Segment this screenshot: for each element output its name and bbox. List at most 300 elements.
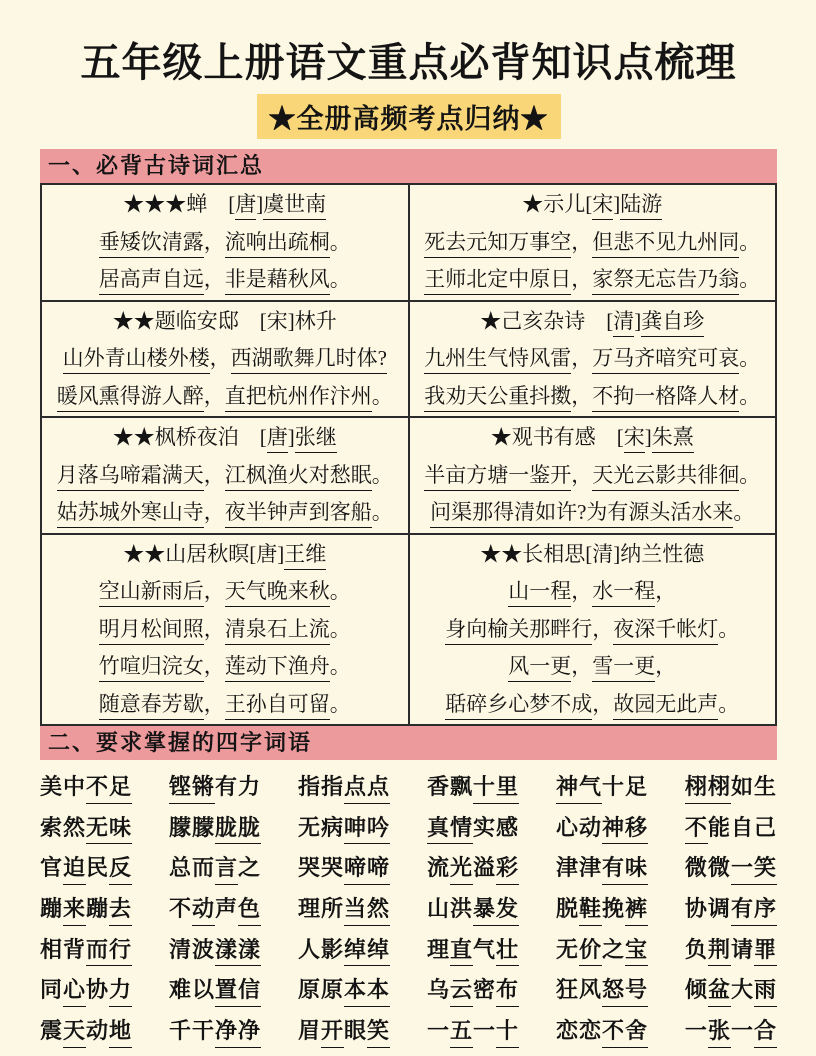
poem-title [46,303,404,341]
underlined-text: 有序 [731,894,777,926]
underlined-text: 漾漾 [215,935,261,967]
plain-text: 。 [739,229,761,254]
underlined-text: 但悲不见九州同 [592,228,739,258]
plain-text: 人影 [297,936,344,962]
plain-text: 协 [86,977,110,1003]
plain-text: 美中 [40,774,87,799]
plain-text: 大 [730,977,754,1003]
subtitle-row [40,94,777,139]
underlined-text: 而行 [86,935,132,967]
poem-title [414,186,772,224]
underlined-text: 光 [450,853,473,885]
word-item [40,894,132,926]
underlined-text: 点点 [344,772,390,804]
plain-text: 协调 [684,896,731,922]
word-item [556,1016,648,1048]
underlined-text: 山外青山楼外楼 [63,344,210,374]
underlined-text: 无味 [86,813,132,845]
word-item [556,853,648,885]
underlined-text: 流响出疏桐 [225,228,330,258]
underlined-text: 清 [613,307,634,337]
underlined-text: 迫 [63,853,86,885]
underlined-text: 不足 [86,772,132,804]
plain-text: 狂风 [555,977,602,1003]
words-grid [40,772,777,1048]
plain-text: 十足 [601,774,648,799]
plain-text: 实感 [472,814,519,840]
word-item [298,772,390,804]
word-item [427,894,519,926]
underlined-text: 神气 [556,772,602,804]
underlined-text: 本本 [344,975,390,1007]
plain-text: 山洪 [426,896,473,922]
underlined-text: 天光云影共徘徊 [592,461,739,491]
plain-text: 民 [86,855,110,881]
plain-text: 能自己 [707,814,777,840]
plain-text: 香飘 [426,774,473,799]
plain-text: 。 [329,616,351,641]
plain-text: 负 [684,936,708,962]
underlined-text: 垂矮饮清露 [99,228,204,258]
poem-line [46,378,404,416]
underlined-text: 盆 [708,975,731,1007]
plain-text: ， [571,346,593,370]
plain-text: ， [209,346,231,370]
poems-table-row [41,534,776,726]
underlined-text: 直 [450,935,473,967]
plain-text: 震 [40,1018,64,1044]
underlined-text: 宋 [624,423,645,453]
underlined-text: 死去元知万事空 [424,228,571,258]
plain-text: ] [613,192,621,216]
underlined-text: 绰绰 [344,935,390,967]
plain-text: 蹦 [40,896,64,922]
underlined-text: 西湖歌舞几时体? [231,344,387,374]
plain-text: 官 [40,855,64,881]
poem-line [414,648,772,686]
underlined-text: 开 [321,1016,344,1048]
word-item [40,772,132,804]
plain-text: ， [203,654,225,678]
underlined-text: 色 [238,894,261,926]
poem-cell [409,184,777,301]
underlined-text: 去 [109,894,132,926]
plain-text: 请 [730,936,754,962]
plain-text: ★★题临安邸 [宋]林升 [112,308,337,333]
plain-text: 。 [733,500,755,524]
underlined-text: 啼啼 [344,853,390,885]
plain-text: 眉 [297,1018,321,1044]
poem-cell [41,301,409,418]
plain-text: ， [203,267,225,291]
underlined-text: 雪一更 [592,652,655,682]
underlined-text: 王师北定中原日 [424,265,571,295]
underlined-text: 天 [63,1016,86,1048]
plain-text: 。 [329,229,351,254]
underlined-text: 心 [63,975,86,1007]
word-item [685,853,777,885]
underlined-text: 朱熹 [652,423,694,453]
underlined-text: 宋 [592,190,613,220]
underlined-text: 万马齐喑究可哀 [592,344,739,374]
plain-text: 。 [329,654,351,678]
word-item [427,975,519,1007]
underlined-text: 五 [450,1016,473,1048]
underlined-text: 胧胧 [215,813,261,845]
plain-text: 总而 [168,855,215,881]
underlined-text: 神移 [602,813,648,845]
plain-text: 无病 [297,814,344,840]
underlined-text: 栩栩 [685,772,731,804]
plain-text: ★★山居秋暝[唐] [123,541,285,566]
word-item [169,853,261,885]
underlined-text: 动 [192,894,215,926]
plain-text: 溢 [472,855,496,881]
plain-text: 指指 [297,774,344,799]
plain-text: ， [571,383,593,408]
underlined-text: 直把杭州作汴州 [225,382,372,412]
poem-title [46,536,404,574]
plain-text: 。 [371,383,393,408]
plain-text: 心动 [555,814,602,840]
underlined-text: 天气晚来秋 [225,577,330,607]
plain-text: ★观书有感 [ [490,425,624,449]
underlined-text: 竹喧归浣女 [99,652,204,682]
poem-line [414,457,772,495]
plain-text: ， [655,654,677,678]
underlined-text: 有味 [602,853,648,885]
underlined-text: 张继 [295,423,337,453]
plain-text: 乌 [426,977,450,1003]
underlined-text: 山一程 [508,577,571,607]
plain-text: 流 [426,855,450,881]
plain-text: ， [571,579,593,603]
word-item [169,772,261,804]
plain-text: 。 [739,346,761,370]
underlined-text: 夜半钟声到客船 [225,498,372,528]
plain-text: 如生 [730,774,777,799]
plain-text: ， [655,579,677,603]
poem-line [46,611,404,649]
underlined-text: 莲动下渔舟 [225,652,330,682]
underlined-text: 裤 [625,894,648,926]
underlined-text: 龚自珍 [641,307,704,337]
plain-text: 。 [329,267,351,291]
page-subtitle-highlight: ★全册高频考点归纳★ [257,94,561,139]
underlined-text: 非是藉秋风 [225,265,330,295]
word-item [169,813,261,845]
word-item [556,935,648,967]
plain-text: 不 [168,896,192,922]
plain-text: 密 [472,977,496,1003]
plain-text: 一 [426,1018,450,1044]
poem-line [46,494,404,532]
underlined-text: 合 [754,1016,777,1048]
plain-text: ， [203,383,225,408]
poem-title [46,186,404,224]
underlined-text: 鞋 [579,894,602,926]
underlined-text: 壮 [496,935,519,967]
poem-line [414,573,772,611]
word-item [685,772,777,804]
underlined-text: 云 [450,975,473,1007]
plain-text: 清波 [168,936,215,962]
word-item [427,813,519,845]
underlined-text: 不舍 [602,1016,648,1048]
underlined-text: 故园无此声 [613,690,718,720]
underlined-text: 不 [685,813,708,845]
word-item [169,935,261,967]
poem-cell [41,184,409,301]
poems-table-row [41,417,776,534]
word-item [298,1016,390,1048]
word-item [298,975,390,1007]
plain-text: 脱 [555,896,579,922]
poem-line [46,261,404,299]
poem-line [414,340,772,378]
word-item [685,894,777,926]
plain-text: 。 [718,691,740,716]
underlined-text: 荆 [708,935,731,967]
poem-line [414,224,772,262]
underlined-text: 王孙自可留 [225,690,330,720]
underlined-text: 家祭无忘告乃翁 [592,265,739,295]
underlined-text: 十里 [473,772,519,804]
underlined-text: 当然 [344,894,390,926]
word-item [298,894,390,926]
word-item [556,894,648,926]
plain-text: 。 [718,616,740,641]
word-item [298,813,390,845]
underlined-text: 来 [63,894,86,926]
plain-text: 动 [86,1018,110,1044]
underlined-text: 价 [579,935,602,967]
plain-text: 索然 [40,814,87,840]
poem-line [46,340,404,378]
underlined-text: 雨 [754,975,777,1007]
section1-heading: 一、必背古诗词汇总 [40,149,777,183]
underlined-text: 怒号 [602,975,648,1007]
underlined-text: 空山新雨后 [99,577,204,607]
word-item [685,1016,777,1048]
underlined-text: 随意春芳歇 [99,690,204,720]
underlined-text: 彩 [496,853,519,885]
underlined-text: 明月松间照 [99,615,204,645]
underlined-text: 清泉石上流 [225,615,330,645]
poem-line [46,224,404,262]
poem-title [414,419,772,457]
underlined-text: 暖风熏得游人醉 [57,382,204,412]
underlined-text: 江枫渔火对愁眠 [225,461,372,491]
plain-text: 恋恋 [555,1018,602,1044]
word-item [40,853,132,885]
plain-text: 挽 [601,896,625,922]
plain-text: ， [203,229,225,254]
plain-text: 津津 [555,855,602,881]
poem-line [46,648,404,686]
plain-text: 之 [601,936,625,962]
underlined-text: 反 [109,853,132,885]
word-item [298,853,390,885]
underlined-text: 九州生气恃风雷 [424,344,571,374]
underlined-text: 风一更 [508,652,571,682]
plain-text: 同 [40,977,64,1003]
underlined-text: 真情 [427,813,473,845]
poem-cell [409,301,777,418]
underlined-text: 力 [109,975,132,1007]
plain-text: 之 [238,855,262,881]
plain-text: ， [592,691,614,716]
underlined-text: 罪 [754,935,777,967]
plain-text: ★★枫桥夜泊 [ [112,425,267,449]
underlined-text: 为有源头活水来 [586,498,733,528]
poem-line [414,378,772,416]
underlined-text: 置信 [215,975,261,1007]
plain-text: 千干 [168,1018,215,1044]
word-item [40,975,132,1007]
plain-text: ， [571,229,593,254]
poem-line [46,573,404,611]
plain-text: 一 [472,1018,496,1044]
plain-text: ， [592,616,614,641]
plain-text: ] [287,425,295,449]
section2-heading: 二、要求掌握的四字词语 [40,726,777,760]
poem-line [46,686,404,724]
plain-text: ， [571,462,593,487]
plain-text: ， [571,654,593,678]
underlined-text: 姑苏城外寒山寺 [57,498,204,528]
plain-text: 理 [426,936,450,962]
plain-text: 有力 [215,774,262,799]
underlined-text: 十 [496,1016,519,1048]
underlined-text: 笑 [367,1016,390,1048]
word-item [427,772,519,804]
poems-table [40,183,777,726]
plain-text: 。 [329,691,351,716]
plain-text: 哭哭 [297,855,344,881]
page-title: 五年级上册语文重点必背知识点梳理 [80,40,737,85]
poem-cell [409,417,777,534]
poems-table-row [41,301,776,418]
plain-text: 。 [329,579,351,603]
plain-text: 声 [215,896,239,922]
poem-cell [409,534,777,726]
underlined-text: 宝 [625,935,648,967]
word-item [40,935,132,967]
poem-title [414,536,772,574]
plain-text: ， [203,691,225,716]
plain-text: ] [256,192,264,216]
word-item [685,935,777,967]
word-item [427,935,519,967]
underlined-text: 王维 [284,540,326,570]
poem-cell [41,417,409,534]
word-item [298,935,390,967]
word-item [40,813,132,845]
underlined-text: 月落乌啼霜满天 [57,461,204,491]
plain-text: 。 [371,500,393,524]
plain-text: 气 [472,936,496,962]
underlined-text: 净净 [215,1016,261,1048]
poem-line [414,686,772,724]
plain-text: ★★★蝉 [ [123,192,236,216]
plain-text: ★己亥杂诗 [ [480,308,614,333]
word-item [427,853,519,885]
underlined-text: 一笑 [731,853,777,885]
plain-text: ★示儿[ [522,192,593,216]
plain-text: 一 [684,1018,708,1044]
underlined-text: 唐 [235,190,256,220]
underlined-text: 身向榆关那畔行 [445,615,592,645]
underlined-text: 我劝天公重抖擞 [424,382,571,412]
underlined-text: 铿锵 [169,772,215,804]
underlined-text: 居高声自远 [99,265,204,295]
underlined-text: 问渠那得清如许? [430,498,586,528]
underlined-text: 呻吟 [344,813,390,845]
plain-text: 一 [730,1018,754,1044]
underlined-text: 张 [708,1016,731,1048]
plain-text: 眼 [344,1018,368,1044]
word-item [169,1016,261,1048]
poem-line [46,457,404,495]
poem-title [414,303,772,341]
poem-cell [41,534,409,726]
plain-text: 无 [555,936,579,962]
poems-table-row [41,184,776,301]
word-item [556,772,648,804]
underlined-text: 言 [215,853,238,885]
plain-text: ， [203,500,225,524]
plain-text: 难以 [168,977,215,1003]
plain-text: ] [634,308,642,333]
plain-text: 。 [371,462,393,487]
underlined-text: 地 [109,1016,132,1048]
plain-text: ★★长相思[清]纳兰性德 [480,541,705,566]
underlined-text: 半亩方塘一鉴开 [424,461,571,491]
underlined-text: 水一程 [592,577,655,607]
plain-text: ， [203,616,225,641]
poem-line [414,261,772,299]
word-item [556,813,648,845]
word-item [169,975,261,1007]
underlined-text: 布 [496,975,519,1007]
underlined-text: 聒碎乡心梦不成 [445,690,592,720]
underlined-text: 不拘一格降人材 [592,382,739,412]
underlined-text: 虞世南 [263,190,326,220]
underlined-text: 陆游 [620,190,662,220]
word-item [556,975,648,1007]
plain-text: ， [571,267,593,291]
plain-text: ， [203,579,225,603]
word-item [169,894,261,926]
word-item [685,975,777,1007]
plain-text: 朦朦 [168,814,215,840]
poem-title [46,419,404,457]
plain-text: ， [203,462,225,487]
plain-text: 。 [739,462,761,487]
plain-text: 理所 [297,896,344,922]
underlined-text: 暴发 [473,894,519,926]
word-item [40,1016,132,1048]
word-item [427,1016,519,1048]
plain-text: 相背 [40,936,87,962]
plain-text: 原原 [297,977,344,1003]
plain-text: 倾 [684,977,708,1003]
poem-line [414,611,772,649]
plain-text: 蹦 [86,896,110,922]
plain-text: 。 [739,267,761,291]
word-item [685,813,777,845]
